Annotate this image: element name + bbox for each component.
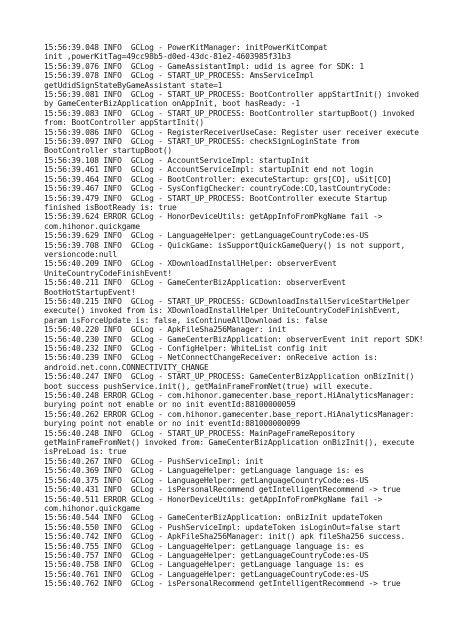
log-line: execute() invoked from is: XDownloadInstallHelper UniteCountryCodeFinishEvent, [44, 306, 401, 316]
log-line: param isForceUpdate is: false, isContinueAllDownload is: false [44, 315, 328, 325]
log-line: getMainFrameFromNet() invoked from: GameCenterBizApplication onBizInit(), execute [44, 438, 415, 448]
log-line: burying point not enable or no init eventId:88100000059 [44, 400, 296, 410]
log-line: 15:56:39.108 INFO GCLog - AccountServiceImpl: startupInit [44, 155, 310, 165]
log-line: by GameCenterBizApplication onAppInit, boot hasReady: -1 [44, 99, 300, 109]
log-line: 15:56:40.232 INFO GCLog - ConfigHelper: WhiteList config init [44, 344, 328, 353]
log-line: UniteCountryCodeFinishEvent! [44, 268, 172, 278]
log-line: 15:56:40.248 INFO GCLog - START_UP_PROCESS: MainPageFrameRepository [44, 428, 355, 438]
log-line: 15:56:40.209 INFO GCLog - XDownloadInstallHelper: observerEvent [44, 259, 337, 269]
log-line: 15:56:39.086 INFO GCLog - RegisterReceiverUseCase: Register user receiver execute [44, 127, 419, 137]
log-line: isPreLoad is: true [44, 447, 127, 457]
log-line: 15:56:39.624 ERROR GCLog - HonorDeviceUtils: getAppInfoFromPkgName fail -> [44, 212, 383, 222]
log-line: 15:56:39.081 INFO GCLog - START_UP_PROCESS: BootController appStartInit() invoked [44, 90, 419, 100]
log-line: 15:56:39.479 INFO GCLog - START_UP_PROCESS: BootController execute Startup [44, 193, 387, 203]
log-line: 15:56:40.375 INFO GCLog - LanguageHelper: getLanguageCountryCode:es-US [44, 475, 369, 485]
log-line: com.hihonor.quickgame [44, 221, 140, 231]
log-line: 15:56:40.369 INFO GCLog - LanguageHelper: getLanguage language is: es [44, 466, 364, 476]
log-line: getUdidSignStateByGameAssistant state=1 [44, 80, 223, 90]
log-line: 15:56:40.230 INFO GCLog - GameCenterBizApplication: observerEvent init report SDK! [44, 334, 424, 344]
log-line: 15:56:39.048 INFO GCLog - PowerKitManager: initPowerKitCompat [44, 43, 328, 52]
log-line: burying point not enable or no init eventId:881000000099 [44, 419, 300, 429]
log-line: 15:56:40.220 INFO GCLog - ApkFileSha256Manager: init [44, 325, 287, 335]
log-line: 15:56:40.431 INFO GCLog - isPersonalRecommend getIntelligentRecommend -> true [44, 485, 401, 495]
log-line: com.hihonor.quickgame [44, 503, 140, 513]
log-line: 15:56:39.464 INFO GCLog - BootController: executeStartup: grs[CO], uSit[CO] [44, 174, 392, 184]
log-line: 15:56:39.083 INFO GCLog - START_UP_PROCESS: BootController startupBoot() invoked [44, 108, 415, 118]
log-line: 15:56:40.511 ERROR GCLog - HonorDeviceUtils: getAppInfoFromPkgName fail -> [44, 494, 383, 504]
log-line: init ,powerKitTag=49cc98b5-d0ed-43dc-81e2-4603985f31b3 [44, 52, 291, 62]
log-line: finished isBootReady is: true [44, 202, 177, 212]
log-line: 15:56:40.544 INFO GCLog - GameCenterBizApplication: onBizInit updateToken [44, 513, 383, 523]
log-line: from: BootController appStartInit() [44, 118, 204, 128]
log-line: 15:56:40.762 INFO GCLog - isPersonalRecommend getIntelligentRecommend -> true [44, 579, 401, 589]
log-line: 15:56:40.215 INFO GCLog - START_UP_PROCESS: GCDownloadInstallServiceStartHelper [44, 296, 410, 306]
log-line: 15:56:40.211 INFO GCLog - GameCenterBizApplication: observerEvent [44, 278, 346, 288]
log-line: 15:56:40.247 INFO GCLog - START_UP_PROCESS: GameCenterBizApplication onBizInit() [44, 372, 415, 382]
log-line: 15:56:39.078 INFO GCLog - START_UP_PROCESS: AmsServiceImpl [44, 71, 314, 81]
log-line: boot success pushService.init(), getMainFrameFromNet(true) will execute. [44, 381, 374, 391]
log-line: 15:56:40.239 INFO GCLog - NetConnectChangeReceiver: onReceive action is: [44, 353, 378, 363]
log-line: versioncode:null [44, 249, 118, 259]
log-line: 15:56:39.097 INFO GCLog - START_UP_PROCESS: checkSignLoginState from [44, 137, 360, 147]
log-line: 15:56:40.755 INFO GCLog - LanguageHelper: getLanguage language is: es [44, 541, 364, 551]
log-line: 15:56:39.076 INFO GCLog - GameAssistantImpl: udid is agree for SDK: 1 [44, 61, 364, 71]
log-line: 15:56:39.467 INFO GCLog - SysConfigChecker: countryCode:CO,lastCountryCode: [44, 184, 392, 194]
log-line: android.net.conn.CONNECTIVITY_CHANGE [44, 362, 209, 372]
log-line: BootHotStartupEvent! [44, 287, 136, 297]
log-line: 15:56:39.629 INFO GCLog - LanguageHelper: getLanguageCountryCode:es-US [44, 231, 369, 241]
log-line: 15:56:40.550 INFO GCLog - PushServiceImpl: updateToken isLoginOut=false start [44, 522, 401, 532]
log-line: 15:56:40.248 ERROR GCLog - com.hihonor.gamecenter.base_report.HiAnalyticsManager: [44, 391, 415, 401]
log-line: 15:56:40.742 INFO GCLog - ApkFileSha256Manager: init() apk fileSha256 success. [44, 532, 406, 542]
log-line: BootController startupBoot() [44, 146, 172, 156]
log-line: 15:56:40.758 INFO GCLog - LanguageHelper: getLanguage language is: es [44, 560, 364, 570]
log-line: 15:56:39.461 INFO GCLog - AccountServiceImpl: startupInit end not login [44, 165, 374, 175]
log-text-block [44, 43, 470, 589]
log-line: 15:56:40.262 ERROR GCLog - com.hihonor.gamecenter.base_report.HiAnalyticsManager: [44, 409, 415, 419]
log-line: 15:56:40.761 INFO GCLog - LanguageHelper: getLanguageCountryCode:es-US [44, 569, 369, 579]
log-line: 15:56:40.267 INFO GCLog - PushServiceImpl: init [44, 456, 264, 466]
log-line: 15:56:40.757 INFO GCLog - LanguageHelper: getLanguageCountryCode:es-US [44, 550, 369, 560]
log-line: 15:56:39.708 INFO GCLog - QuickGame: isSupportQuickGameQuery() is not support, [44, 240, 406, 250]
